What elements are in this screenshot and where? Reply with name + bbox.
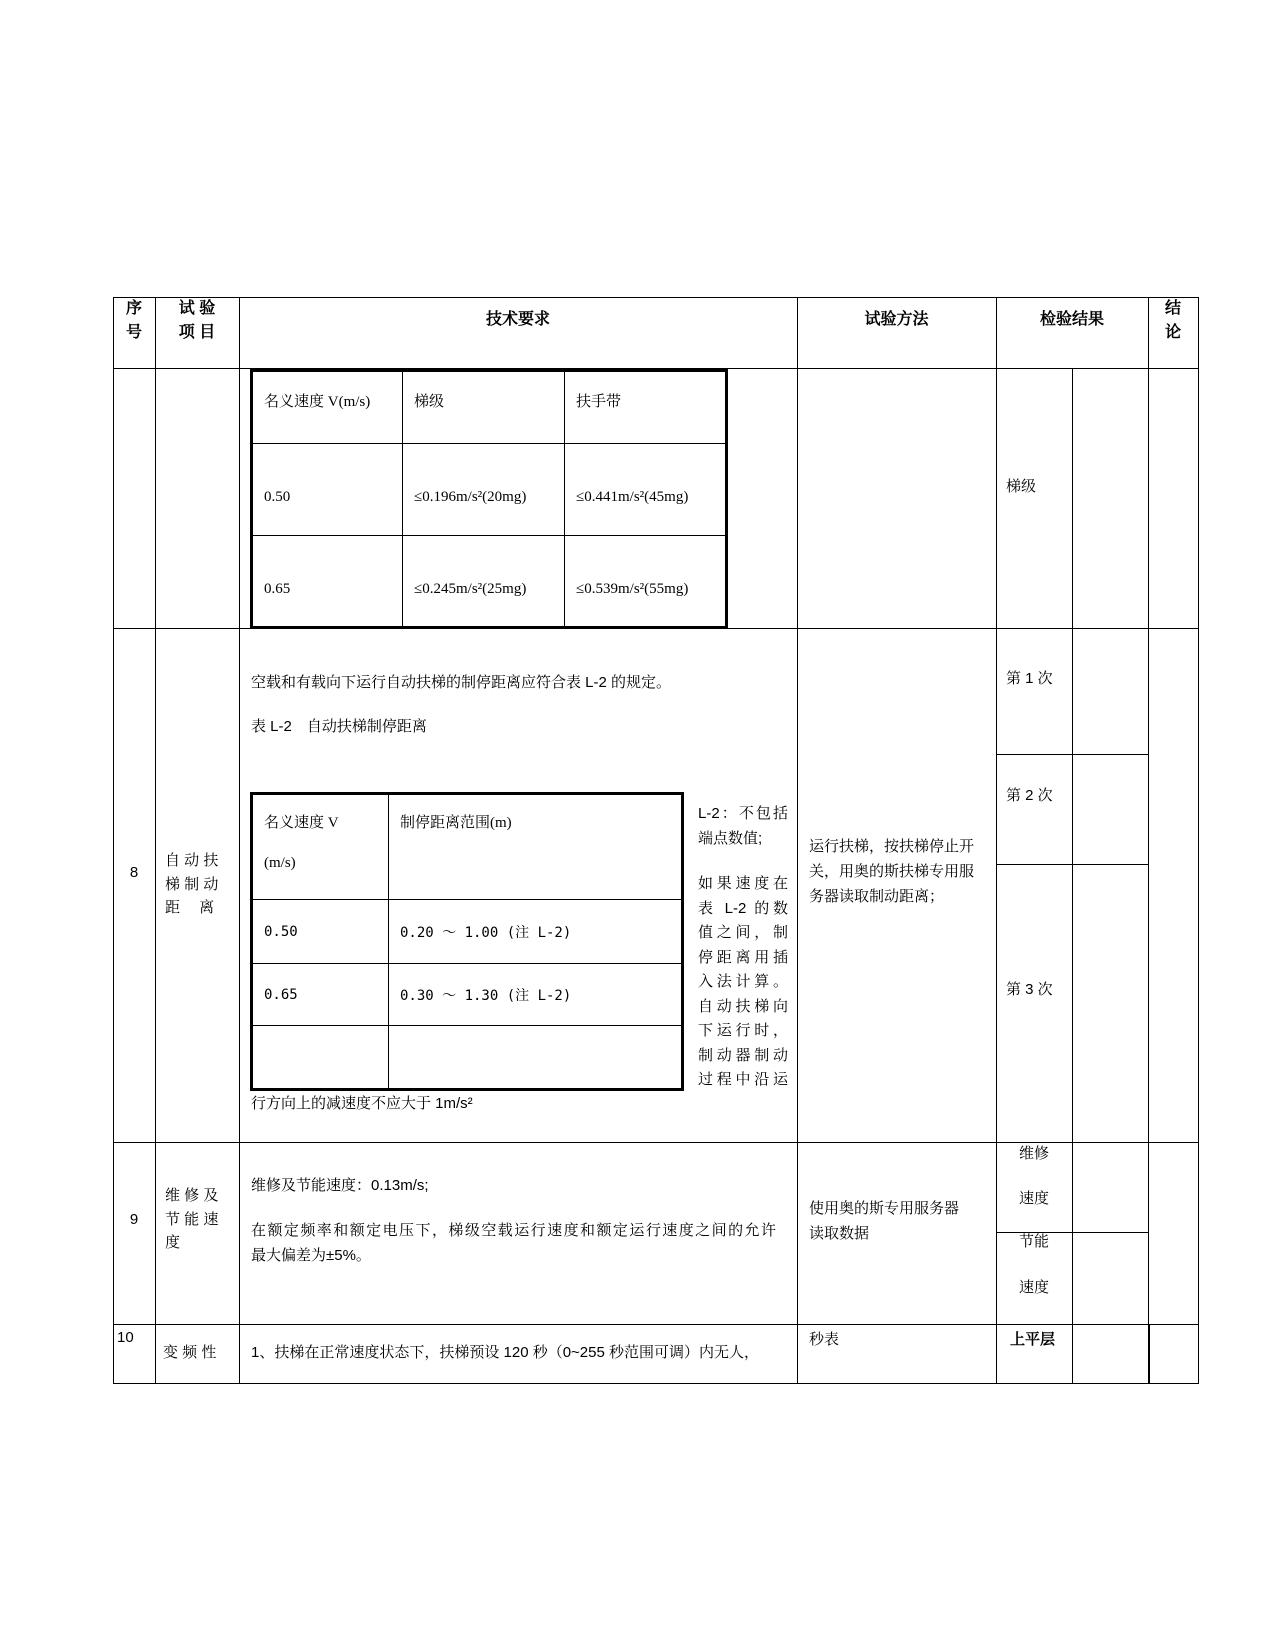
header-result: 检验结果 <box>1039 311 1104 328</box>
method-line: 运行扶梯，按扶梯停止开 <box>809 838 975 855</box>
table-cell <box>252 1026 389 1090</box>
row-8-requirement-intro: 空载和有载向下运行自动扶梯的制停距离应符合表 L-2 的规定。 <box>251 674 672 691</box>
method-line: 读取数据 <box>809 1225 870 1242</box>
result-label-line: 速度 <box>1018 1190 1049 1207</box>
table-rule <box>1148 297 1149 1384</box>
header-conclusion <box>1148 297 1198 345</box>
table-header-row <box>252 371 727 444</box>
table-cell: 0.50 <box>252 444 403 536</box>
stopping-distance-table <box>250 792 684 1091</box>
table-row <box>252 536 727 628</box>
table-rule <box>1198 297 1199 1384</box>
table-header-row <box>252 794 683 900</box>
result-label-line: 节能 <box>1018 1233 1049 1250</box>
table-rule <box>113 1324 1199 1325</box>
table-note <box>698 802 788 851</box>
note-line: 端点数值; <box>698 829 763 847</box>
acceleration-limit-table <box>250 369 728 629</box>
table-cell: ≤0.441m/s²(45mg) <box>565 444 727 536</box>
header-conclusion-line: 结 <box>1164 300 1181 317</box>
row-10-requirement: 1、扶梯在正常速度状态下，扶梯预设 120 秒（0~255 秒范围可调）内无人， <box>251 1344 760 1361</box>
result-label-line: 速度 <box>1018 1279 1049 1296</box>
note-line: 制动器制动 <box>698 1046 788 1064</box>
result-label-energy-saving-speed <box>996 1219 1072 1311</box>
table-caption: 表 L-2 自动扶梯制停距离 <box>251 718 427 735</box>
row-8-item <box>165 849 218 920</box>
table-rule <box>1072 368 1073 1383</box>
note-line: 表 L-2 的数 <box>698 899 788 917</box>
note-line: 停距离用插 <box>698 948 788 966</box>
row-9-requirement-speed: 维修及节能速度：0.13m/s; <box>251 1177 429 1194</box>
table-row <box>252 964 683 1026</box>
header-item-line: 项 目 <box>178 324 216 341</box>
column-header-line: (m/s) <box>264 855 296 871</box>
column-header: 名义速度 V(m/s) <box>252 371 403 444</box>
method-line: 关，用奥的斯扶梯专用服 <box>809 863 975 880</box>
column-header: 扶手带 <box>565 371 727 444</box>
row-9-requirement-tolerance <box>251 1218 776 1268</box>
header-seq-line: 号 <box>125 324 142 341</box>
table-rule <box>113 297 1199 298</box>
note-line: 值之间，制 <box>698 924 788 941</box>
table-cell: 0.50 <box>252 900 389 964</box>
result-label-second: 第 2 次 <box>1006 787 1053 804</box>
table-cell: 0.30 ～ 1.30 (注 L-2) <box>389 964 683 1026</box>
result-label-third: 第 3 次 <box>1006 981 1053 998</box>
table-rule <box>797 297 798 1384</box>
table-rule <box>1148 1324 1150 1383</box>
header-requirements: 技术要求 <box>485 311 550 328</box>
method-line: 务器读取制动距离； <box>809 888 945 905</box>
item-line: 自 动 扶 <box>165 852 219 869</box>
row-9-method <box>809 1196 959 1246</box>
note-line: 过程中沿运 <box>698 1071 788 1088</box>
row-8-method <box>809 834 974 909</box>
table-row <box>252 1026 683 1090</box>
header-item <box>155 297 239 345</box>
table-row <box>252 900 683 964</box>
column-header <box>252 794 389 900</box>
item-line: 节 能 速 <box>165 1210 219 1228</box>
header-item-line: 试 验 <box>178 300 216 317</box>
table-rule <box>113 1383 1199 1384</box>
column-header: 制停距离范围(m) <box>389 794 683 900</box>
row-10-method: 秒表 <box>809 1331 840 1348</box>
note-line: 自动扶梯向 <box>698 997 788 1015</box>
requirement-line: 在额定频率和额定电压下，梯级空载运行速度和额定运行速度之间的允许 <box>251 1222 776 1239</box>
interpolation-note <box>698 872 788 1093</box>
result-label-upper-landing: 上平层 <box>1010 1331 1056 1348</box>
header-seq <box>113 297 155 345</box>
table-cell: 0.20 ～ 1.00 (注 L-2) <box>389 900 683 964</box>
result-label-maintenance-speed <box>996 1131 1072 1221</box>
header-seq-line: 序 <box>125 300 142 317</box>
table-cell: ≤0.539m/s²(55mg) <box>565 536 727 628</box>
row-10-seq: 10 <box>117 1329 134 1346</box>
table-cell <box>389 1026 683 1090</box>
header-method: 试验方法 <box>864 311 929 328</box>
result-label-first: 第 1 次 <box>1006 670 1053 687</box>
row-8-seq: 8 <box>129 864 139 881</box>
result-label-line: 维修 <box>1018 1145 1049 1162</box>
note-line: 如果速度在 <box>698 875 788 892</box>
note-line: 下运行时， <box>698 1022 788 1039</box>
table-cell: ≤0.196m/s²(20mg) <box>403 444 565 536</box>
table-cell: 0.65 <box>252 536 403 628</box>
row-8-requirement-tail: 行方向上的减速度不应大于 1m/s² <box>251 1095 473 1112</box>
table-rule <box>239 297 240 1384</box>
table-row <box>252 444 727 536</box>
item-line: 距 离 <box>165 899 215 916</box>
result-label-step: 梯级 <box>1006 478 1037 495</box>
header-conclusion-line: 论 <box>1164 324 1181 341</box>
table-rule <box>155 297 156 1384</box>
note-line: 入法计算。 <box>698 973 788 990</box>
column-header: 梯级 <box>403 371 565 444</box>
row-9-seq: 9 <box>129 1211 139 1228</box>
table-cell: ≤0.245m/s²(25mg) <box>403 536 565 628</box>
row-9-item <box>165 1184 218 1255</box>
method-line: 使用奥的斯专用服务器 <box>809 1200 960 1217</box>
row-10-item: 变 频 性 <box>163 1344 217 1361</box>
column-header-line: 名义速度 V <box>264 815 339 831</box>
item-line: 梯 制 动 <box>165 875 219 893</box>
table-cell: 0.65 <box>252 964 389 1026</box>
requirement-line: 最大偏差为±5%。 <box>251 1247 371 1264</box>
item-line: 度 <box>165 1234 181 1251</box>
item-line: 维 修 及 <box>165 1187 219 1204</box>
note-line: L-2：不包括 <box>698 805 788 822</box>
